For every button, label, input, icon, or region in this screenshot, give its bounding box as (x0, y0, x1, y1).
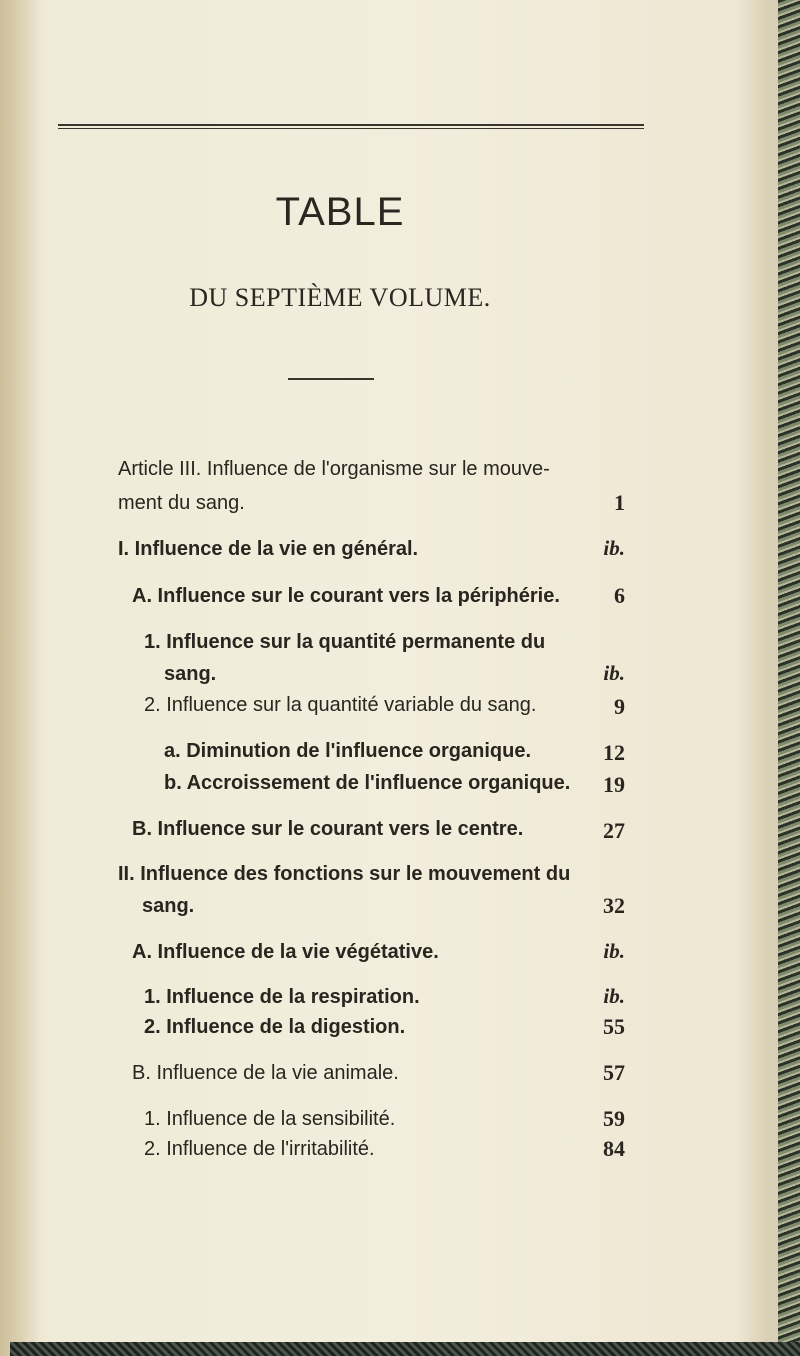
page-title: TABLE (275, 190, 405, 234)
cover-edge-right (778, 0, 800, 1356)
toc-entry-I-A-2: 2. Influence sur la quantité variable du sang. (144, 694, 537, 716)
toc-page: 32 (603, 893, 625, 918)
top-double-rule (58, 124, 644, 129)
toc-entry-II-cont: sang. (142, 895, 195, 917)
section-rule (288, 378, 374, 380)
toc-page: 9 (614, 694, 625, 719)
toc-page: 59 (603, 1106, 625, 1131)
cover-edge-bottom (10, 1342, 800, 1356)
toc-page: 19 (603, 772, 625, 797)
toc-entry-II: II. Influence des fonctions sur le mouvement du (118, 863, 571, 885)
page-subtitle: DU SEPTIÈME VOLUME. (189, 283, 491, 312)
toc-page: 1 (614, 490, 625, 515)
toc-page: ib. (603, 536, 625, 560)
toc-entry-I-A-2-b: b. Accroissement de l'influence organique. (164, 772, 571, 794)
toc-entry-I-B: B. Influence sur le courant vers le centre. (132, 818, 524, 840)
toc-entry-II-A: A. Influence de la vie végétative. (132, 941, 439, 963)
toc-entry-I-A: A. Influence sur le courant vers la périphérie. (132, 585, 560, 607)
toc-entry-II-B-2: 2. Influence de l'irritabilité. (144, 1138, 375, 1160)
toc-page: 55 (603, 1014, 625, 1039)
toc-page: 12 (603, 740, 625, 765)
toc-entry-article-3-cont: ment du sang. (118, 492, 245, 514)
toc-entry-II-B: B. Influence de la vie animale. (132, 1062, 399, 1084)
toc-entry-II-A-1: 1. Influence de la respiration. (144, 986, 420, 1008)
toc-page: 57 (603, 1060, 625, 1085)
toc-entry-II-A-2: 2. Influence de la digestion. (144, 1016, 406, 1038)
toc-page: 84 (603, 1136, 625, 1161)
toc-page: 27 (603, 818, 625, 843)
toc-entry-II-B-1: 1. Influence de la sensibilité. (144, 1108, 396, 1130)
toc-page: 6 (614, 583, 625, 608)
toc-entry-I-A-1: 1. Influence sur la quantité permanente du (144, 631, 546, 653)
toc-entry-I: I. Influence de la vie en général. (118, 538, 419, 560)
toc-entry-I-A-2-a: a. Diminution de l'influence organique. (164, 740, 532, 762)
toc-page: ib. (603, 984, 625, 1008)
toc-page: ib. (603, 661, 625, 685)
toc-page: ib. (603, 939, 625, 963)
toc-entry-I-A-1-cont: sang. (164, 663, 217, 685)
toc-entry-article-3: Article III. Influence de l'organisme sur le mouve- (118, 458, 550, 480)
